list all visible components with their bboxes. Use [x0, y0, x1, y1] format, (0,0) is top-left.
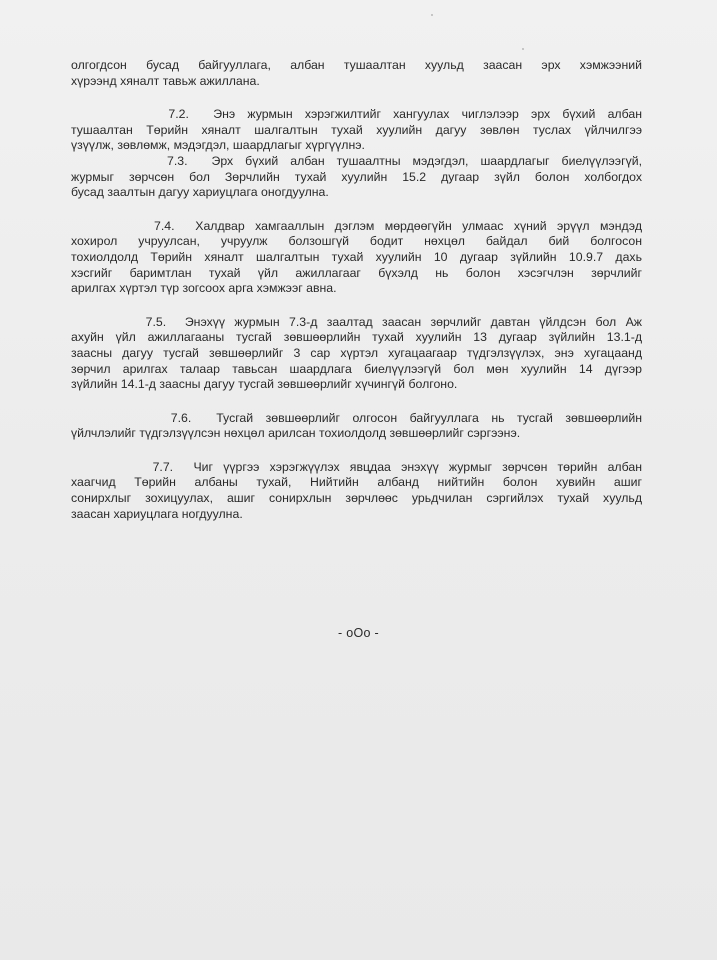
- scan-speck: [522, 48, 524, 50]
- text-line: хэсгийг баримтлан тухай үйл ажиллагааг бүхэлд нь болон хэсэгчлэн зөрчлийг: [71, 265, 642, 280]
- text-line: сонирхлыг зохицуулах, ашиг сонирхлын зөрчлөөс урьдчилан сэргийлэх тухай хуульд: [71, 491, 642, 506]
- paragraph-7-4: [71, 219, 642, 297]
- paragraph-7-6: [71, 411, 642, 442]
- text-line: зөрчил арилгах талаар тавьсан шаардлага биелүүлээгүй бол мөн хуулийн 14 дүгээр: [71, 361, 642, 376]
- text-line: арилгах хүртэл түр зогсоох арга хэмжээг авна.: [71, 281, 337, 296]
- text-line: олгогдсон бусад байгууллага, албан тушаалтан хуульд заасан эрх хэмжээний: [71, 58, 642, 72]
- paragraph-gap: [71, 297, 642, 315]
- text-line: 7.2. Энэ журмын хэрэгжилтийг хангуулах чиглэлээр эрх бүхий албан: [71, 107, 642, 122]
- text-line: журмыг зөрчсөн бол Зөрчлийн тухай хуулийн 15.2 дугаар зүйл болон холбогдох: [71, 169, 642, 184]
- paragraph-7-2: [71, 107, 642, 154]
- document-body: [71, 58, 642, 522]
- end-of-document-mark: - oOo -: [338, 626, 379, 640]
- text-line: 7.4. Халдвар хамгааллын дэглэм мөрдөөгүйн улмаас хүний эрүүл мэндэд: [71, 218, 642, 233]
- text-line: 7.3. Эрх бүхий албан тушаалтны мэдэгдэл, шаардлагыг биелүүлээгүй,: [71, 153, 642, 168]
- text-line: бусад заалтын дагуу хариуцлага оногдуулна.: [71, 185, 329, 200]
- text-line: хүрээнд хяналт тавьж ажиллана.: [71, 73, 260, 88]
- text-line: 7.5. Энэхүү журмын 7.3-д заалтад заасан зөрчлийг давтан үйлдсэн бол Аж: [71, 314, 642, 329]
- text-line: ахуйн үйл ажиллагааны тусгай зөвшөөрлийн тухай хуулийн 13 дугаар зүйлийн 13.1-д: [71, 330, 642, 345]
- paragraph-gap: [71, 393, 642, 411]
- text-line: тохиолдолд Төрийн хяналт шалгалтын тухай хуулийн 10 дугаар зүйлийн 10.9.7 дахь: [71, 249, 642, 264]
- scan-speck: [431, 14, 433, 16]
- text-line: 7.6. Тусгай зөвшөөрлийг олгосон байгууллага нь тусгай зөвшөөрлийн: [71, 410, 642, 425]
- text-line: тушаалтан Төрийн хяналт шалгалтын тухай хуулийн дагуу зөвлөн туслах үйлчилгээ: [71, 122, 642, 137]
- text-line: үзүүлж, зөвлөмж, мэдэгдэл, шаардлагыг хүргүүлнэ.: [71, 138, 365, 153]
- text-line: үйлчлэлийг түдгэлзүүлсэн нөхцөл арилсан тохиолдолд зөвшөөрлийг сэргээнэ.: [71, 426, 521, 441]
- paragraph-7-5: [71, 315, 642, 393]
- paragraph-gap: [71, 201, 642, 219]
- text-line: зүйлийн 14.1-д заасны дагуу тусгай зөвшөөрлийг хүчингүй болгоно.: [71, 377, 458, 392]
- text-line: 7.7. Чиг үүргээ хэрэгжүүлэх явцдаа энэхүү журмыг зөрчсөн төрийн албан: [71, 459, 642, 474]
- text-line: заасны дагуу тусгай зөвшөөрлийг 3 сар хүртэл хугацаагаар түдгэлзүүлэх, энэ хугацаанд: [71, 345, 642, 360]
- text-line: хохирол учруулсан, учруулж болзошгүй бодит нөхцөл байдал бий болгосон: [71, 234, 642, 249]
- paragraph-gap: [71, 89, 642, 107]
- paragraph-gap: [71, 442, 642, 460]
- paragraph-7-7: [71, 460, 642, 522]
- text-line: заасан хариуцлага ногдуулна.: [71, 506, 243, 521]
- paragraph-7-3: [71, 154, 642, 201]
- paragraph-continuation: [71, 58, 642, 89]
- text-line: хаагчид Төрийн албаны тухай, Нийтийн албанд нийтийн болон хувийн ашиг: [71, 475, 642, 490]
